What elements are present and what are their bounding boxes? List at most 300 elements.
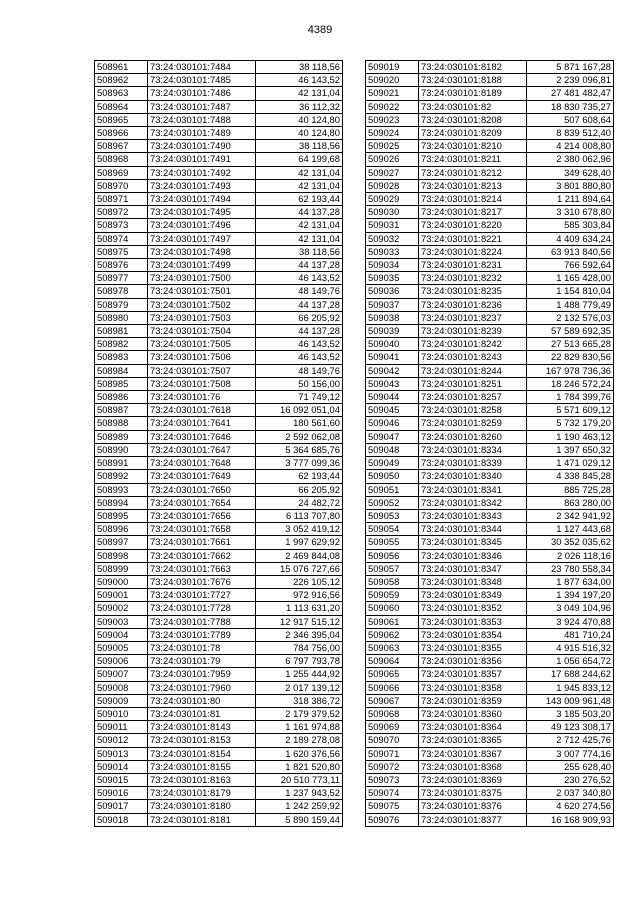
- table-row: [366, 140, 614, 153]
- table-row: [95, 509, 343, 522]
- row-number-cell: 508974: [95, 232, 148, 245]
- row-number-cell: 508997: [95, 536, 148, 549]
- row-number-cell: 509060: [366, 602, 419, 615]
- cadastral-number-cell: 73:24:030101:8357: [419, 668, 527, 681]
- cadastral-number-cell: 73:24:030101:7499: [148, 259, 256, 272]
- row-number-cell: 509043: [366, 377, 419, 390]
- table-row: [366, 800, 614, 813]
- cadastral-number-cell: 73:24:030101:7676: [148, 575, 256, 588]
- row-number-cell: 509048: [366, 443, 419, 456]
- value-cell: 972 916,56: [256, 589, 343, 602]
- value-cell: 46 143,52: [256, 74, 343, 87]
- row-number-cell: 509033: [366, 245, 419, 258]
- row-number-cell: 509047: [366, 430, 419, 443]
- row-number-cell: 509066: [366, 681, 419, 694]
- row-number-cell: 508983: [95, 351, 148, 364]
- value-cell: 3 310 678,80: [527, 206, 614, 219]
- cadastral-number-cell: 73:24:030101:8243: [419, 351, 527, 364]
- table-row: [366, 417, 614, 430]
- table-row: [95, 523, 343, 536]
- value-cell: 62 193,44: [256, 470, 343, 483]
- cadastral-number-cell: 73:24:030101:8244: [419, 364, 527, 377]
- table-row: [95, 575, 343, 588]
- value-cell: 42 131,04: [256, 219, 343, 232]
- row-number-cell: 509015: [95, 773, 148, 786]
- table-row: [366, 193, 614, 206]
- value-cell: 3 007 774,16: [527, 747, 614, 760]
- table-row: [366, 377, 614, 390]
- table-row: [366, 549, 614, 562]
- table-row: [366, 615, 614, 628]
- table-row: [366, 773, 614, 786]
- row-number-cell: 508994: [95, 496, 148, 509]
- cadastral-number-cell: 73:24:030101:8353: [419, 615, 527, 628]
- row-number-cell: 509024: [366, 127, 419, 140]
- cadastral-number-cell: 73:24:030101:8153: [148, 734, 256, 747]
- table-row: [95, 549, 343, 562]
- value-cell: 2 189 278,08: [256, 734, 343, 747]
- table-row: [366, 457, 614, 470]
- value-cell: 38 118,56: [256, 245, 343, 258]
- cadastral-number-cell: 73:24:030101:7641: [148, 417, 256, 430]
- table-row: [95, 285, 343, 298]
- cadastral-number-cell: 73:24:030101:8208: [419, 113, 527, 126]
- value-cell: 5 364 685,76: [256, 443, 343, 456]
- value-cell: 1 165 428,00: [527, 272, 614, 285]
- table-row: [95, 668, 343, 681]
- row-number-cell: 509034: [366, 259, 419, 272]
- cadastral-number-cell: 73:24:030101:7500: [148, 272, 256, 285]
- cadastral-number-cell: 73:24:030101:8377: [419, 813, 527, 826]
- value-cell: 481 710,24: [527, 628, 614, 641]
- table-row: [95, 589, 343, 602]
- row-number-cell: 509074: [366, 787, 419, 800]
- row-number-cell: 508962: [95, 74, 148, 87]
- value-cell: 49 123 308,17: [527, 721, 614, 734]
- row-number-cell: 509050: [366, 470, 419, 483]
- value-cell: 255 628,40: [527, 760, 614, 773]
- value-cell: 63 913 840,56: [527, 245, 614, 258]
- row-number-cell: 508990: [95, 443, 148, 456]
- row-number-cell: 508966: [95, 127, 148, 140]
- cadastral-number-cell: 73:24:030101:7491: [148, 153, 256, 166]
- value-cell: 44 137,28: [256, 259, 343, 272]
- cadastral-number-cell: 73:24:030101:8189: [419, 87, 527, 100]
- cadastral-number-cell: 73:24:030101:8242: [419, 338, 527, 351]
- cadastral-number-cell: 73:24:030101:8232: [419, 272, 527, 285]
- row-number-cell: 509020: [366, 74, 419, 87]
- table-row: [95, 113, 343, 126]
- value-cell: 40 124,80: [256, 113, 343, 126]
- value-cell: 15 076 727,66: [256, 562, 343, 575]
- cadastral-number-cell: 73:24:030101:7498: [148, 245, 256, 258]
- table-row: [95, 404, 343, 417]
- row-number-cell: 508987: [95, 404, 148, 417]
- row-number-cell: 509007: [95, 668, 148, 681]
- cadastral-number-cell: 73:24:030101:8163: [148, 773, 256, 786]
- row-number-cell: 508979: [95, 298, 148, 311]
- value-cell: 1 190 463,12: [527, 430, 614, 443]
- table-row: [366, 325, 614, 338]
- table-row: [95, 219, 343, 232]
- value-cell: 143 009 961,48: [527, 694, 614, 707]
- cadastral-number-cell: 73:24:030101:8236: [419, 298, 527, 311]
- row-number-cell: 509039: [366, 325, 419, 338]
- cadastral-number-cell: 73:24:030101:7788: [148, 615, 256, 628]
- table-row: [366, 813, 614, 826]
- row-number-cell: 508995: [95, 509, 148, 522]
- cadastral-number-cell: 73:24:030101:7508: [148, 377, 256, 390]
- table-row: [95, 734, 343, 747]
- row-number-cell: 508970: [95, 179, 148, 192]
- row-number-cell: 508975: [95, 245, 148, 258]
- table-row: [366, 747, 614, 760]
- table-row: [95, 721, 343, 734]
- row-number-cell: 508972: [95, 206, 148, 219]
- row-number-cell: 508993: [95, 483, 148, 496]
- value-cell: 318 386,72: [256, 694, 343, 707]
- cadastral-number-cell: 73:24:030101:7484: [148, 61, 256, 74]
- cadastral-number-cell: 73:24:030101:8375: [419, 787, 527, 800]
- table-row: [366, 87, 614, 100]
- table-row: [95, 338, 343, 351]
- cadastral-number-cell: 73:24:030101:7496: [148, 219, 256, 232]
- value-cell: 1 821 520,80: [256, 760, 343, 773]
- row-number-cell: 509026: [366, 153, 419, 166]
- cadastral-number-cell: 73:24:030101:8209: [419, 127, 527, 140]
- table-row: [366, 509, 614, 522]
- cadastral-number-cell: 73:24:030101:8231: [419, 259, 527, 272]
- table-row: [95, 655, 343, 668]
- row-number-cell: 508999: [95, 562, 148, 575]
- value-cell: 71 749,12: [256, 391, 343, 404]
- row-number-cell: 509062: [366, 628, 419, 641]
- value-cell: 5 871 167,28: [527, 61, 614, 74]
- cadastral-number-cell: 73:24:030101:8251: [419, 377, 527, 390]
- cadastral-number-cell: 73:24:030101:8345: [419, 536, 527, 549]
- row-number-cell: 509051: [366, 483, 419, 496]
- registry-table-right: [365, 60, 614, 827]
- cadastral-number-cell: 73:24:030101:7648: [148, 457, 256, 470]
- value-cell: 2 342 941,92: [527, 509, 614, 522]
- row-number-cell: 509028: [366, 179, 419, 192]
- value-cell: 4 915 516,32: [527, 641, 614, 654]
- cadastral-number-cell: 73:24:030101:7959: [148, 668, 256, 681]
- table-row: [366, 404, 614, 417]
- table-row: [95, 153, 343, 166]
- row-number-cell: 508981: [95, 325, 148, 338]
- cadastral-number-cell: 73:24:030101:8155: [148, 760, 256, 773]
- cadastral-number-cell: 73:24:030101:7494: [148, 193, 256, 206]
- table-row: [366, 206, 614, 219]
- table-row: [366, 219, 614, 232]
- cadastral-number-cell: 73:24:030101:7662: [148, 549, 256, 562]
- cadastral-number-cell: 73:24:030101:8360: [419, 707, 527, 720]
- table-row: [366, 166, 614, 179]
- row-number-cell: 509031: [366, 219, 419, 232]
- row-number-cell: 509001: [95, 589, 148, 602]
- row-number-cell: 509042: [366, 364, 419, 377]
- value-cell: 349 628,40: [527, 166, 614, 179]
- cadastral-number-cell: 73:24:030101:7492: [148, 166, 256, 179]
- value-cell: 50 156,00: [256, 377, 343, 390]
- value-cell: 1 113 631,20: [256, 602, 343, 615]
- row-number-cell: 508991: [95, 457, 148, 470]
- value-cell: 1 237 943,52: [256, 787, 343, 800]
- row-number-cell: 509002: [95, 602, 148, 615]
- cadastral-number-cell: 73:24:030101:8342: [419, 496, 527, 509]
- row-number-cell: 509004: [95, 628, 148, 641]
- row-number-cell: 508977: [95, 272, 148, 285]
- table-row: [366, 74, 614, 87]
- row-number-cell: 509038: [366, 311, 419, 324]
- cadastral-number-cell: 73:24:030101:8367: [419, 747, 527, 760]
- table-row: [366, 61, 614, 74]
- row-number-cell: 509073: [366, 773, 419, 786]
- row-number-cell: 508988: [95, 417, 148, 430]
- value-cell: 5 571 609,12: [527, 404, 614, 417]
- table-row: [366, 272, 614, 285]
- value-cell: 2 179 379,52: [256, 707, 343, 720]
- table-row: [366, 694, 614, 707]
- value-cell: 2 346 395,04: [256, 628, 343, 641]
- value-cell: 44 137,28: [256, 325, 343, 338]
- cadastral-number-cell: 73:24:030101:8211: [419, 153, 527, 166]
- value-cell: 66 205,92: [256, 483, 343, 496]
- cadastral-number-cell: 73:24:030101:8235: [419, 285, 527, 298]
- cadastral-number-cell: 73:24:030101:8257: [419, 391, 527, 404]
- table-row: [366, 245, 614, 258]
- row-number-cell: 508964: [95, 100, 148, 113]
- row-number-cell: 509014: [95, 760, 148, 773]
- value-cell: 30 352 035,62: [527, 536, 614, 549]
- value-cell: 3 185 503,20: [527, 707, 614, 720]
- value-cell: 3 049 104,96: [527, 602, 614, 615]
- cadastral-number-cell: 73:24:030101:8220: [419, 219, 527, 232]
- table-row: [366, 787, 614, 800]
- value-cell: 2 712 425,76: [527, 734, 614, 747]
- cadastral-number-cell: 73:24:030101:8258: [419, 404, 527, 417]
- table-row: [366, 734, 614, 747]
- cadastral-number-cell: 73:24:030101:8354: [419, 628, 527, 641]
- cadastral-number-cell: 73:24:030101:7485: [148, 74, 256, 87]
- row-number-cell: 509036: [366, 285, 419, 298]
- row-number-cell: 508976: [95, 259, 148, 272]
- registry-table-left: [94, 60, 343, 827]
- table-row: [366, 470, 614, 483]
- cadastral-number-cell: 73:24:030101:7656: [148, 509, 256, 522]
- cadastral-number-cell: 73:24:030101:8344: [419, 523, 527, 536]
- table-row: [366, 496, 614, 509]
- table-row: [366, 100, 614, 113]
- row-number-cell: 508971: [95, 193, 148, 206]
- row-number-cell: 509052: [366, 496, 419, 509]
- cadastral-number-cell: 73:24:030101:8355: [419, 641, 527, 654]
- cadastral-number-cell: 73:24:030101:78: [148, 641, 256, 654]
- table-row: [366, 760, 614, 773]
- table-row: [366, 351, 614, 364]
- cadastral-number-cell: 73:24:030101:7960: [148, 681, 256, 694]
- table-row: [366, 575, 614, 588]
- cadastral-number-cell: 73:24:030101:7663: [148, 562, 256, 575]
- row-number-cell: 508961: [95, 61, 148, 74]
- row-number-cell: 509030: [366, 206, 419, 219]
- table-row: [366, 707, 614, 720]
- row-number-cell: 509005: [95, 641, 148, 654]
- row-number-cell: 509056: [366, 549, 419, 562]
- value-cell: 24 482,72: [256, 496, 343, 509]
- row-number-cell: 509022: [366, 100, 419, 113]
- row-number-cell: 508978: [95, 285, 148, 298]
- row-number-cell: 509012: [95, 734, 148, 747]
- cadastral-number-cell: 73:24:030101:8348: [419, 575, 527, 588]
- row-number-cell: 509032: [366, 232, 419, 245]
- table-row: [366, 562, 614, 575]
- cadastral-number-cell: 73:24:030101:8180: [148, 800, 256, 813]
- table-row: [95, 562, 343, 575]
- table-row: [95, 483, 343, 496]
- table-row: [366, 285, 614, 298]
- value-cell: 1 488 779,49: [527, 298, 614, 311]
- row-number-cell: 508969: [95, 166, 148, 179]
- row-number-cell: 509054: [366, 523, 419, 536]
- row-number-cell: 509055: [366, 536, 419, 549]
- table-row: [366, 311, 614, 324]
- cadastral-number-cell: 73:24:030101:8364: [419, 721, 527, 734]
- row-number-cell: 509045: [366, 404, 419, 417]
- table-row: [95, 206, 343, 219]
- value-cell: 3 801 880,80: [527, 179, 614, 192]
- value-cell: 863 280,00: [527, 496, 614, 509]
- table-row: [95, 813, 343, 826]
- value-cell: 3 052 419,12: [256, 523, 343, 536]
- table-row: [366, 153, 614, 166]
- row-number-cell: 508980: [95, 311, 148, 324]
- value-cell: 4 620 274,56: [527, 800, 614, 813]
- value-cell: 2 380 062,96: [527, 153, 614, 166]
- cadastral-number-cell: 73:24:030101:7507: [148, 364, 256, 377]
- cadastral-number-cell: 73:24:030101:8356: [419, 655, 527, 668]
- row-number-cell: 508985: [95, 377, 148, 390]
- value-cell: 3 924 470,88: [527, 615, 614, 628]
- table-row: [95, 166, 343, 179]
- value-cell: 1 471 029,12: [527, 457, 614, 470]
- value-cell: 62 193,44: [256, 193, 343, 206]
- value-cell: 22 829 830,56: [527, 351, 614, 364]
- row-number-cell: 509035: [366, 272, 419, 285]
- row-number-cell: 509059: [366, 589, 419, 602]
- row-number-cell: 509010: [95, 707, 148, 720]
- cadastral-number-cell: 73:24:030101:7503: [148, 311, 256, 324]
- row-number-cell: 509058: [366, 575, 419, 588]
- table-row: [366, 668, 614, 681]
- value-cell: 2 239 096,81: [527, 74, 614, 87]
- value-cell: 2 017 139,12: [256, 681, 343, 694]
- value-cell: 42 131,04: [256, 179, 343, 192]
- value-cell: 38 118,56: [256, 140, 343, 153]
- value-cell: 18 830 735,27: [527, 100, 614, 113]
- row-number-cell: 509023: [366, 113, 419, 126]
- cadastral-number-cell: 73:24:030101:8224: [419, 245, 527, 258]
- row-number-cell: 509046: [366, 417, 419, 430]
- row-number-cell: 508989: [95, 430, 148, 443]
- cadastral-number-cell: 73:24:030101:7490: [148, 140, 256, 153]
- value-cell: 48 149,76: [256, 364, 343, 377]
- cadastral-number-cell: 73:24:030101:8347: [419, 562, 527, 575]
- cadastral-number-cell: 73:24:030101:7488: [148, 113, 256, 126]
- table-row: [95, 615, 343, 628]
- row-number-cell: 508986: [95, 391, 148, 404]
- row-number-cell: 509009: [95, 694, 148, 707]
- table-row: [95, 127, 343, 140]
- table-row: [95, 443, 343, 456]
- value-cell: 1 056 654,72: [527, 655, 614, 668]
- value-cell: 44 137,28: [256, 206, 343, 219]
- table-row: [95, 760, 343, 773]
- cadastral-number-cell: 73:24:030101:7650: [148, 483, 256, 496]
- cadastral-number-cell: 73:24:030101:8358: [419, 681, 527, 694]
- value-cell: 20 510 773,11: [256, 773, 343, 786]
- registry-table-right-body: [366, 61, 614, 827]
- value-cell: 3 777 099,36: [256, 457, 343, 470]
- table-row: [95, 391, 343, 404]
- cadastral-number-cell: 73:24:030101:8179: [148, 787, 256, 800]
- value-cell: 44 137,28: [256, 298, 343, 311]
- row-number-cell: 509053: [366, 509, 419, 522]
- row-number-cell: 509072: [366, 760, 419, 773]
- table-row: [95, 100, 343, 113]
- table-row: [95, 707, 343, 720]
- table-row: [95, 61, 343, 74]
- value-cell: 1 394 197,20: [527, 589, 614, 602]
- cadastral-number-cell: 73:24:030101:7493: [148, 179, 256, 192]
- value-cell: 2 026 118,16: [527, 549, 614, 562]
- value-cell: 1 397 650,32: [527, 443, 614, 456]
- value-cell: 8 839 512,40: [527, 127, 614, 140]
- value-cell: 5 890 159,44: [256, 813, 343, 826]
- value-cell: 42 131,04: [256, 87, 343, 100]
- cadastral-number-cell: 73:24:030101:8352: [419, 602, 527, 615]
- cadastral-number-cell: 73:24:030101:7661: [148, 536, 256, 549]
- row-number-cell: 509018: [95, 813, 148, 826]
- value-cell: 1 945 833,12: [527, 681, 614, 694]
- cadastral-number-cell: 73:24:030101:80: [148, 694, 256, 707]
- value-cell: 2 037 340,80: [527, 787, 614, 800]
- row-number-cell: 508968: [95, 153, 148, 166]
- table-row: [95, 232, 343, 245]
- table-row: [95, 245, 343, 258]
- cadastral-number-cell: 73:24:030101:7501: [148, 285, 256, 298]
- value-cell: 5 732 179,20: [527, 417, 614, 430]
- value-cell: 4 338 845,28: [527, 470, 614, 483]
- table-row: [95, 140, 343, 153]
- value-cell: 36 112,32: [256, 100, 343, 113]
- value-cell: 2 469 844,08: [256, 549, 343, 562]
- value-cell: 1 620 376,56: [256, 747, 343, 760]
- cadastral-number-cell: 73:24:030101:8376: [419, 800, 527, 813]
- cadastral-number-cell: 73:24:030101:7504: [148, 325, 256, 338]
- row-number-cell: 509016: [95, 787, 148, 800]
- value-cell: 766 592,64: [527, 259, 614, 272]
- value-cell: 230 276,52: [527, 773, 614, 786]
- value-cell: 180 561,60: [256, 417, 343, 430]
- table-row: [366, 113, 614, 126]
- cadastral-number-cell: 73:24:030101:7495: [148, 206, 256, 219]
- cadastral-number-cell: 73:24:030101:8181: [148, 813, 256, 826]
- table-row: [95, 272, 343, 285]
- row-number-cell: 508963: [95, 87, 148, 100]
- cadastral-number-cell: 73:24:030101:8346: [419, 549, 527, 562]
